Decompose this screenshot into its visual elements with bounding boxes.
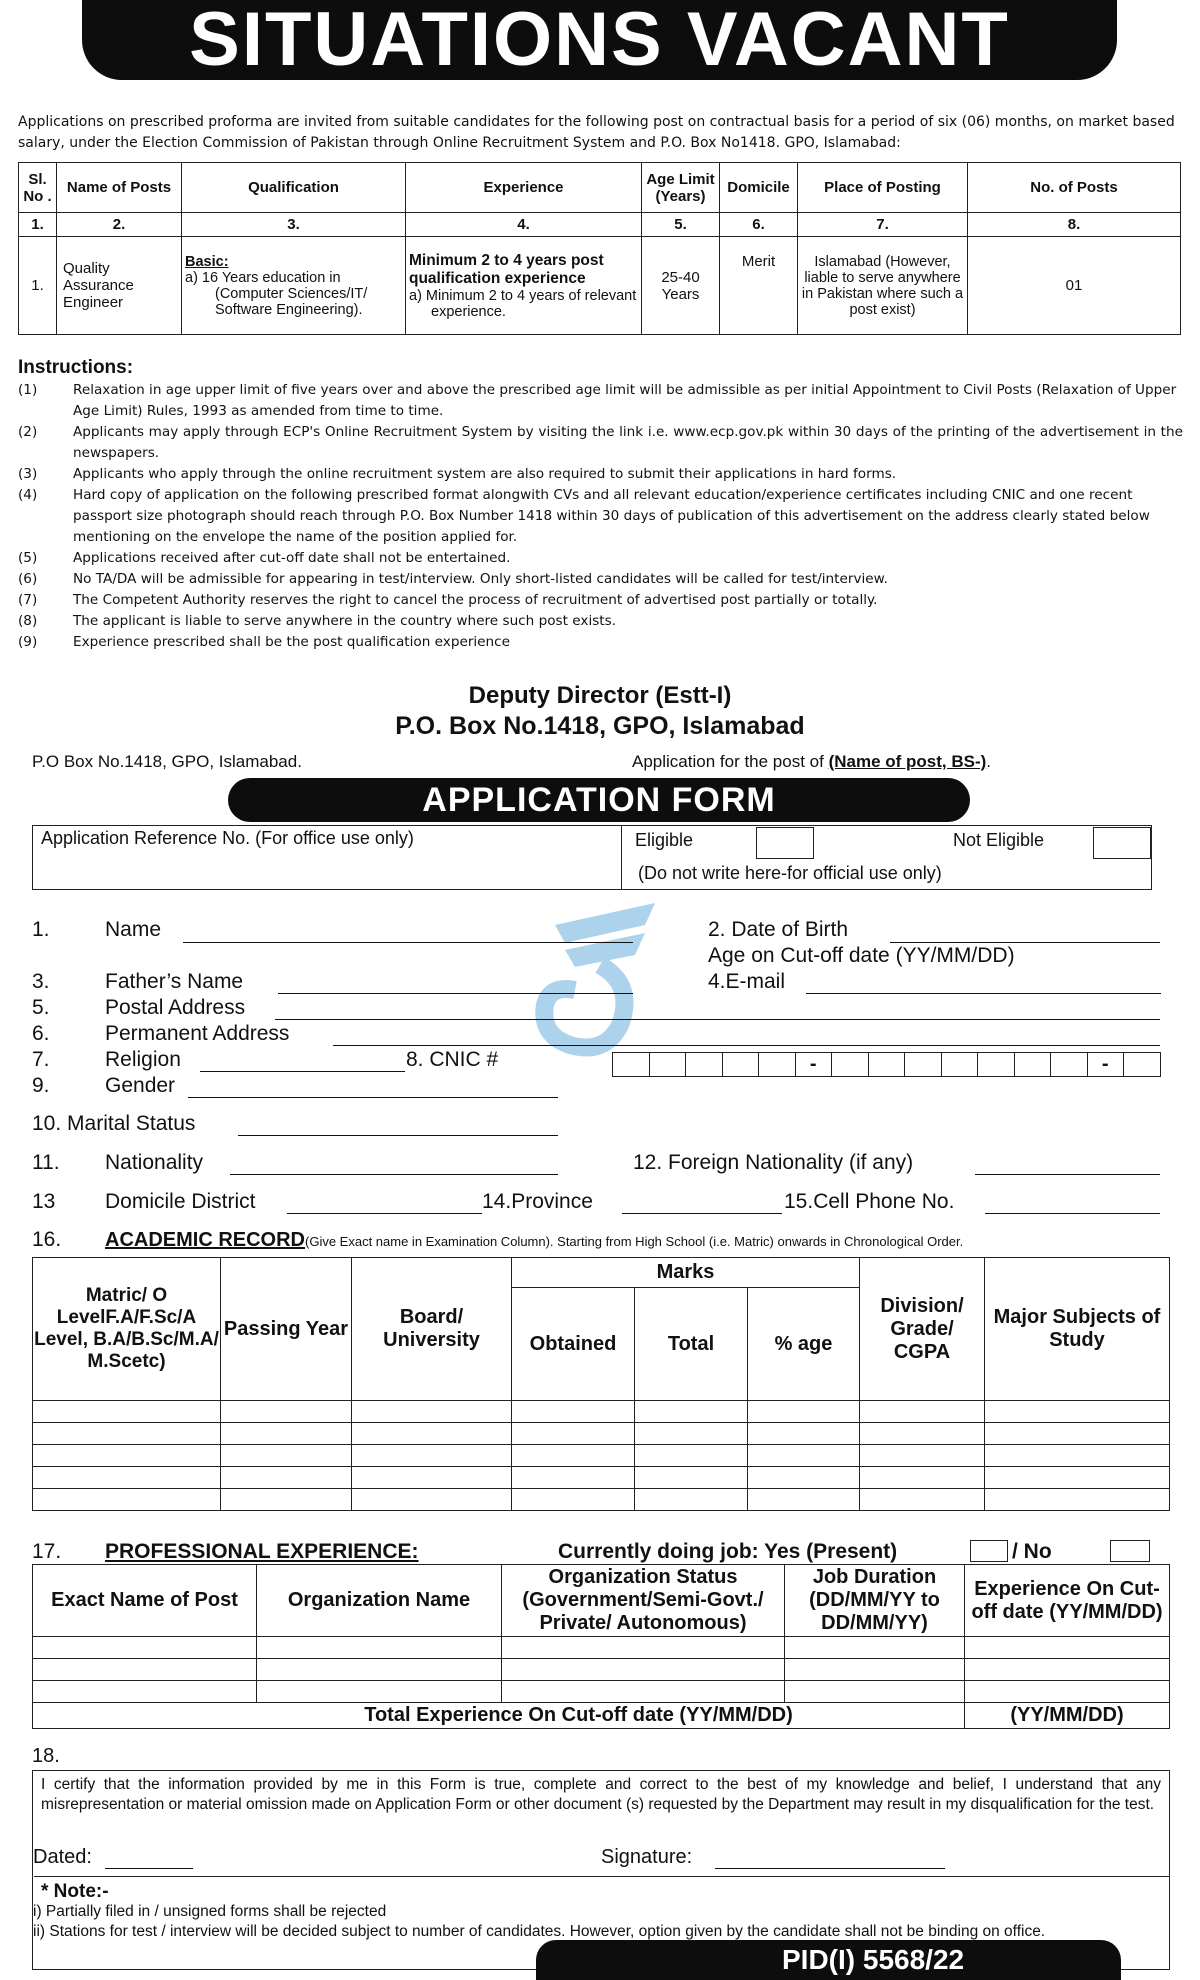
col-qualification: Qualification xyxy=(182,163,406,213)
item-text: No TA/DA will be admissible for appearing in test/interview. Only short-listed candidates will be called for test/interview. xyxy=(73,571,888,587)
list-item xyxy=(18,485,1183,548)
num-cell: 3. xyxy=(182,213,406,237)
currently-doing-job-label: Currently doing job: Yes (Present) xyxy=(558,1540,898,1563)
no-checkbox[interactable] xyxy=(1110,1540,1150,1562)
professional-title: PROFESSIONAL EXPERIENCE: xyxy=(105,1540,419,1563)
cnic-box[interactable] xyxy=(977,1052,1015,1077)
item-number: (9) xyxy=(18,634,38,650)
father-name-label: Father’s Name xyxy=(105,970,244,993)
col-sl: Sl. No . xyxy=(19,163,57,213)
total-experience-label: Total Experience On Cut-off date (YY/MM/DD) xyxy=(33,1703,965,1729)
list-item xyxy=(18,380,1183,422)
nationality-field[interactable] xyxy=(230,1174,558,1175)
table-row[interactable] xyxy=(33,1489,1170,1511)
table-row[interactable] xyxy=(33,1681,1170,1703)
list-item xyxy=(18,422,1183,464)
email-label: 4.E-mail xyxy=(708,970,786,993)
section-number: 17. xyxy=(32,1540,62,1563)
item-text: Applicants who apply through the online recruitment system are also required to submit their applications in hard forms. xyxy=(73,466,897,482)
permanent-address-label: Permanent Address xyxy=(105,1022,290,1045)
address-line-1: Deputy Director (Estt-I) xyxy=(468,682,732,709)
col-passing-year: Passing Year xyxy=(221,1258,352,1401)
field-number: 9. xyxy=(32,1074,50,1097)
num-cell: 7. xyxy=(798,213,968,237)
row-posting: Islamabad (However, liable to serve anywhere in Pakistan where such a post exist) xyxy=(798,237,968,335)
cnic-box[interactable] xyxy=(831,1052,869,1077)
num-cell: 4. xyxy=(406,213,642,237)
academic-title: ACADEMIC RECORD xyxy=(105,1229,305,1251)
table-row[interactable] xyxy=(33,1467,1170,1489)
col-subjects: Major Subjects of Study xyxy=(985,1258,1170,1401)
eligible-label: Eligible xyxy=(635,830,694,850)
item-text: Relaxation in age upper limit of five years over and above the prescribed age limit will be admissible as per initial Appointment to Civil Posts (Relaxation of Upper Age Limit) Rules, 1993 as amended from time to time. xyxy=(73,382,1177,419)
table-row[interactable] xyxy=(33,1659,1170,1681)
num-cell: 1. xyxy=(19,213,57,237)
gender-field[interactable] xyxy=(188,1097,558,1098)
application-for-post xyxy=(632,752,991,772)
qual-heading: Basic: xyxy=(185,253,229,270)
cnic-box[interactable] xyxy=(612,1052,650,1077)
field-number: 3. xyxy=(32,970,50,993)
age-label: Age on Cut-off date (YY/MM/DD) xyxy=(708,944,1015,967)
item-text: Applicants may apply through ECP's Online Recruitment System by visiting the link i.e. www.ecp.gov.pk within 30 days of the printing of the advertisement in the newspapers. xyxy=(73,424,1183,461)
note-title: * Note:- xyxy=(41,1881,109,1902)
eligible-box[interactable] xyxy=(756,827,814,859)
section-number: 18. xyxy=(32,1745,60,1767)
cnic-dash: - xyxy=(1087,1052,1125,1077)
list-item xyxy=(18,569,1183,590)
cnic-box[interactable] xyxy=(941,1052,979,1077)
form-title: APPLICATION FORM xyxy=(228,778,970,822)
cell-phone-label: 15.Cell Phone No. xyxy=(784,1190,955,1213)
jobs-table xyxy=(18,162,1181,335)
qual-item: a) 16 Years education in (Computer Sciences/IT/ Software Engineering). xyxy=(185,269,368,318)
app-for-name: (Name of post, BS-) xyxy=(828,752,987,771)
cnic-box[interactable] xyxy=(649,1052,687,1077)
watermark-logo-icon xyxy=(525,895,665,1060)
list-item xyxy=(18,611,1183,632)
row-age: 25-40 Years xyxy=(642,237,720,335)
ref-label: Application Reference No. (For office use only) xyxy=(41,828,414,848)
col-posting: Place of Posting xyxy=(798,163,968,213)
academic-heading xyxy=(105,1228,963,1252)
foreign-nationality-field[interactable] xyxy=(975,1174,1160,1175)
note-item-1: i) Partially filed in / unsigned forms shall be rejected xyxy=(33,1903,387,1920)
col-age: Age Limit (Years) xyxy=(642,163,720,213)
section-number: 16. xyxy=(32,1228,62,1251)
cnic-box[interactable] xyxy=(1050,1052,1088,1077)
row-post: Quality Assurance Engineer xyxy=(57,237,182,335)
item-text: Hard copy of application on the following prescribed format alongwith CVs and all relevant education/experience certificates including CNIC and one recent passport size photograph should reach through P.O. Box Number 1418 within 30 days of publication of this advertisement on the address clearly stated below mentioning on the envelope the name of the position applied for. xyxy=(73,487,1150,545)
item-number: (8) xyxy=(18,613,38,629)
col-marks: Marks xyxy=(512,1258,860,1288)
cnic-box[interactable] xyxy=(722,1052,760,1077)
field-number: 5. xyxy=(32,996,50,1019)
not-eligible-box[interactable] xyxy=(1093,827,1151,859)
signature-field[interactable] xyxy=(715,1868,945,1869)
pid-number: PID(I) 5568/22 xyxy=(536,1940,1121,1980)
banner-title: SITUATIONS VACANT xyxy=(82,0,1117,80)
col-percentage: % age xyxy=(748,1288,860,1401)
item-text: The Competent Authority reserves the right to cancel the process of recruitment of advertised post partially or totally. xyxy=(73,592,878,608)
table-row[interactable] xyxy=(33,1401,1170,1423)
col-division: Division/ Grade/ CGPA xyxy=(860,1258,985,1401)
col-job-duration: Job Duration (DD/MM/YY to DD/MM/YY) xyxy=(785,1565,965,1637)
yes-checkbox[interactable] xyxy=(970,1540,1008,1562)
item-text: The applicant is liable to serve anywhere in the country where such post exists. xyxy=(73,613,617,629)
item-text: Applications received after cut-off date shall not be entertained. xyxy=(73,550,511,566)
cnic-box[interactable] xyxy=(758,1052,796,1077)
dated-field[interactable] xyxy=(105,1868,193,1869)
item-number: (4) xyxy=(18,487,38,503)
academic-record-table xyxy=(32,1257,1170,1511)
office-use-note: (Do not write here-for official use only) xyxy=(638,863,942,883)
note-item-2: ii) Stations for test / interview will be decided subject to number of candidates. However, option given by the candidate shall not be binding on office. xyxy=(33,1923,1046,1940)
postal-address-label: Postal Address xyxy=(105,996,246,1019)
num-cell: 5. xyxy=(642,213,720,237)
cnic-boxes[interactable] xyxy=(613,1052,1161,1077)
office-use-box xyxy=(32,825,1152,890)
table-row[interactable] xyxy=(33,1445,1170,1467)
marital-status-field[interactable] xyxy=(238,1135,558,1136)
field-number: 13 xyxy=(32,1190,56,1213)
instructions-list xyxy=(18,380,1183,653)
exp-item: a) Minimum 2 to 4 years of relevant experience. xyxy=(409,287,637,320)
num-cell: 2. xyxy=(57,213,182,237)
col-post: Name of Posts xyxy=(57,163,182,213)
cnic-box[interactable] xyxy=(868,1052,906,1077)
app-for-end: . xyxy=(986,752,992,771)
divider xyxy=(621,826,622,889)
row-sl: 1. xyxy=(19,237,57,335)
father-name-field[interactable] xyxy=(278,993,633,994)
num-cell: 8. xyxy=(968,213,1181,237)
nationality-label: Nationality xyxy=(105,1151,204,1174)
item-number: (5) xyxy=(18,550,38,566)
col-domicile: Domicile xyxy=(720,163,798,213)
col-post-name: Exact Name of Post xyxy=(33,1565,257,1637)
divider xyxy=(34,1876,1170,1877)
religion-field[interactable] xyxy=(200,1071,405,1072)
row-qualification xyxy=(182,237,406,335)
item-number: (6) xyxy=(18,571,38,587)
marital-status-label: 10. Marital Status xyxy=(32,1112,196,1135)
dated-label: Dated: xyxy=(33,1846,92,1868)
instructions-title: Instructions: xyxy=(18,357,134,378)
signature-label: Signature: xyxy=(601,1846,693,1868)
list-item xyxy=(18,590,1183,611)
exp-heading: Minimum 2 to 4 years post qualification experience xyxy=(409,251,604,287)
address-line-2: P.O. Box No.1418, GPO, Islamabad xyxy=(395,712,805,740)
cnic-box[interactable] xyxy=(1014,1052,1052,1077)
cnic-dash: - xyxy=(795,1052,833,1077)
col-organization: Organization Name xyxy=(257,1565,502,1637)
col-org-status: Organization Status (Government/Semi-Govt./ Private/ Autonomous) xyxy=(502,1565,785,1637)
col-total: Total xyxy=(635,1288,748,1401)
list-item xyxy=(18,632,1183,653)
item-number: (7) xyxy=(18,592,38,608)
dob-label: 2. Date of Birth xyxy=(708,918,849,941)
domicile-district-field[interactable] xyxy=(287,1213,482,1214)
cell-phone-field[interactable] xyxy=(985,1213,1160,1214)
col-posts: No. of Posts xyxy=(968,163,1181,213)
item-text: Experience prescribed shall be the post qualification experience xyxy=(73,634,510,650)
postal-address-field[interactable] xyxy=(275,1019,1160,1020)
row-experience xyxy=(406,237,642,335)
app-for-label: Application for the post of xyxy=(632,752,829,771)
cnic-label: 8. CNIC # xyxy=(406,1048,499,1071)
field-number: 11. xyxy=(32,1151,60,1174)
pobox-text: P.O Box No.1418, GPO, Islamabad. xyxy=(32,752,302,771)
col-board: Board/ University xyxy=(352,1258,512,1401)
table-row[interactable] xyxy=(33,1423,1170,1445)
gender-label: Gender xyxy=(105,1074,176,1097)
field-number: 1. xyxy=(32,918,50,941)
num-cell: 6. xyxy=(720,213,798,237)
no-label: / No xyxy=(1012,1540,1052,1563)
item-number: (3) xyxy=(18,466,38,482)
cnic-box[interactable] xyxy=(904,1052,942,1077)
name-field[interactable] xyxy=(183,942,633,943)
table-row[interactable] xyxy=(33,1637,1170,1659)
item-number: (2) xyxy=(18,424,38,440)
foreign-nationality-label: 12. Foreign Nationality (if any) xyxy=(633,1151,914,1174)
religion-label: Religion xyxy=(105,1048,181,1071)
col-experience: Experience On Cut-off date (YY/MM/DD) xyxy=(965,1565,1170,1637)
professional-experience-table xyxy=(32,1564,1170,1729)
province-label: 14.Province xyxy=(482,1190,593,1213)
field-number: 7. xyxy=(32,1048,50,1071)
certification-text: I certify that the information provided by me in this Form is true, complete and correct to the best of my knowledge and belief, I understand that any misrepresentation or material omission made on Application Form or other document (s) requested by the Department may result in my disqualification for the test. xyxy=(41,1776,1161,1813)
col-exam: Matric/ O LevelF.A/F.Sc/A Level, B.A/B.Sc/M.A/ M.Scetc) xyxy=(33,1258,221,1401)
table-row xyxy=(19,237,1181,335)
dob-field[interactable] xyxy=(890,942,1160,943)
domicile-district-label: Domicile District xyxy=(105,1190,256,1213)
intro-text: Applications on prescribed proforma are invited from suitable candidates for the following post on contractual basis for a period of six (06) months, on market based salary, under the Election Commission of Pakistan through Online Recruitment System and P.O. Box No1418. GPO, Islamabad: xyxy=(18,114,1175,151)
row-domicile: Merit xyxy=(720,237,798,335)
cnic-box[interactable] xyxy=(685,1052,723,1077)
name-label: Name xyxy=(105,918,162,941)
list-item xyxy=(18,548,1183,569)
academic-subtitle: (Give Exact name in Examination Column). Starting from High School (i.e. Matric) onwards in Chronological Order. xyxy=(305,1234,964,1249)
row-posts: 01 xyxy=(968,237,1181,335)
permanent-address-field[interactable] xyxy=(333,1045,1160,1046)
field-number: 6. xyxy=(32,1022,50,1045)
email-field[interactable] xyxy=(806,993,1161,994)
cnic-box[interactable] xyxy=(1123,1052,1161,1077)
col-experience: Experience xyxy=(406,163,642,213)
col-obtained: Obtained xyxy=(512,1288,635,1401)
item-number: (1) xyxy=(18,382,38,398)
total-experience-value[interactable]: (YY/MM/DD) xyxy=(965,1703,1170,1729)
not-eligible-label: Not Eligible xyxy=(953,830,1045,850)
list-item xyxy=(18,464,1183,485)
province-field[interactable] xyxy=(622,1213,782,1214)
